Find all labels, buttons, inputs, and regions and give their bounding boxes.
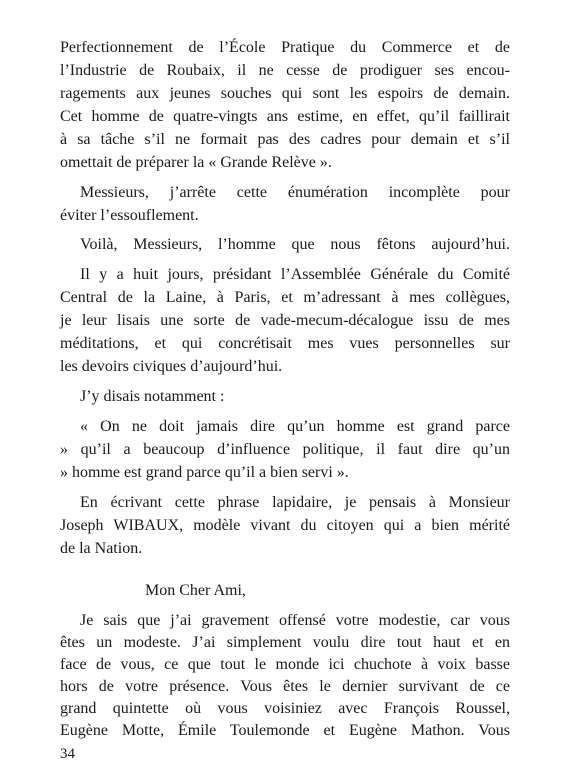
page-number: 34 bbox=[60, 746, 75, 762]
text-line: Eugène Motte, Émile Toulemonde et Eugène Mathon. Vous bbox=[60, 722, 510, 739]
text-line: êtes un modeste. J’ai simplement voulu dire tout haut et en bbox=[60, 634, 510, 651]
text-line: J’y disais notamment : bbox=[80, 388, 225, 405]
text-line: omettait de préparer la « Grande Relève ». bbox=[60, 154, 332, 171]
text-line: En écrivant cette phrase lapidaire, je pensais à Monsieur bbox=[80, 494, 510, 511]
quote-line: » homme est grand parce qu’il a bien servi ». bbox=[60, 464, 349, 481]
text-line: je leur lisais une sorte de vade-mecum-décalogue issu de mes bbox=[60, 312, 510, 329]
text-line: ragements aux jeunes souches qui sont les espoirs de demain. bbox=[60, 85, 510, 102]
text-line: de la Nation. bbox=[60, 540, 143, 557]
salutation: Mon Cher Ami, bbox=[145, 582, 246, 599]
text-line: Voilà, Messieurs, l’homme que nous fêtons aujourd’hui. bbox=[80, 236, 510, 253]
text-line: éviter l’essouflement. bbox=[60, 207, 199, 224]
text-line: à sa tâche s’il ne formait pas des cadres pour demain et s’il bbox=[60, 131, 510, 148]
text-line: grand quintette où vous voisiniez avec François Roussel, bbox=[60, 700, 510, 717]
text-line: Je sais que j’ai gravement offensé votre modestie, car vous bbox=[80, 612, 510, 629]
text-line: Messieurs, j’arrête cette énumération incomplète pour bbox=[80, 184, 510, 201]
text-line: l’Industrie de Roubaix, il ne cesse de prodiguer ses encou- bbox=[60, 62, 510, 79]
text-line: hors de votre présence. Vous êtes le dernier survivant de ce bbox=[60, 678, 510, 695]
text-line: Cet homme de quatre-vingts ans estime, en effet, qu’il faillirait bbox=[60, 108, 510, 125]
quote-line: « On ne doit jamais dire qu’un homme est grand parce bbox=[80, 418, 510, 435]
text-line: les devoirs civiques d’aujourd’hui. bbox=[60, 358, 283, 375]
text-line: Joseph WIBAUX, modèle vivant du citoyen qui a bien mérité bbox=[60, 517, 510, 534]
text-line: Perfectionnement de l’École Pratique du Commerce et de bbox=[60, 39, 510, 56]
quote-line: » qu’il a beaucoup d’influence politique, il faut dire qu’un bbox=[60, 441, 510, 458]
text-line: Il y a huit jours, présidant l’Assemblée Générale du Comité bbox=[80, 266, 510, 283]
text-line: Central de la Laine, à Paris, et m’adressant à mes collègues, bbox=[60, 289, 510, 306]
text-line: face de vous, ce que tout le monde ici chuchote à voix basse bbox=[60, 656, 510, 673]
text-line: méditations, et qui concrétisait mes vues personnelles sur bbox=[60, 335, 510, 352]
